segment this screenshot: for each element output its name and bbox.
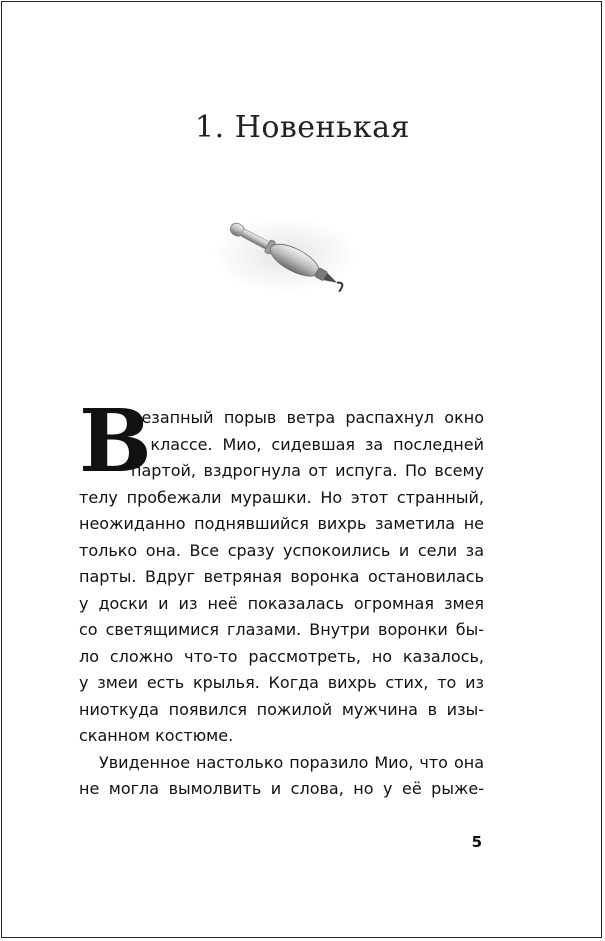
body-text <box>79 405 484 803</box>
chapter-title: 1. Новенькая <box>195 110 410 145</box>
text-line: сканном костюме. <box>79 726 234 745</box>
text-line: парты. Вдруг ветряная воронка остановилась <box>79 567 484 586</box>
text-line: неожиданно поднявшийся вихрь заметила не <box>79 514 484 533</box>
fountain-pen-icon <box>210 200 360 310</box>
text-line: партой, вздрогнула от испуга. По всему <box>131 461 484 480</box>
text-line: у змеи есть крылья. Когда вихрь стих, то из <box>79 673 484 692</box>
text-line: незапный порыв ветра распахнул окно <box>131 408 484 427</box>
text-line: только она. Все сразу успокоились и сели за <box>79 540 484 560</box>
text-line: в классе. Мио, сидевшая за последней <box>131 434 484 454</box>
text-line: не могла вымолвить и слова, но у её рыже- <box>79 779 484 798</box>
drop-cap: В <box>79 391 152 492</box>
text-line: ниоткуда появился пожилой мужчина в изы- <box>79 699 484 719</box>
page-number: 5 <box>471 833 482 851</box>
text-line: телу пробежали мурашки. Но этот странный, <box>79 487 484 507</box>
text-line: Увиденное настолько поразило Мио, что она <box>99 752 484 772</box>
text-line: у доски и из неё показалась огромная змея <box>79 593 484 613</box>
text-line: ло сложно что-то рассмотреть, но казалось, <box>79 646 484 666</box>
text-line: со светящимися глазами. Внутри воронки бы- <box>79 620 484 639</box>
